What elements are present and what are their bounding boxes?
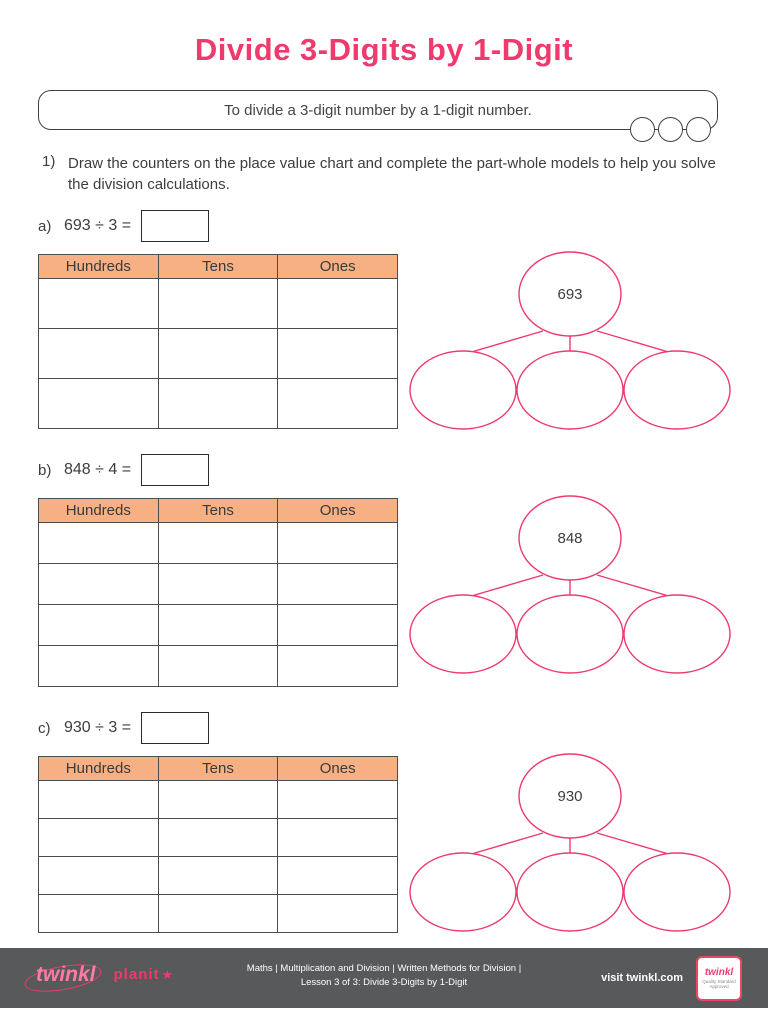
decoration-circle <box>630 117 655 142</box>
question-text: Draw the counters on the place value chart and complete the part-whole models to help you solve the division calculations. <box>68 155 716 193</box>
part-whole-model <box>400 492 735 677</box>
table-cell[interactable] <box>158 279 278 329</box>
table-cell[interactable] <box>39 564 159 605</box>
table-cell[interactable] <box>39 279 159 329</box>
problem-letter: a) <box>38 217 52 235</box>
table-cell[interactable] <box>278 895 398 933</box>
connector-line <box>597 331 672 353</box>
twinkl-logo-text: twinkl <box>36 963 96 986</box>
col-header-tens: Tens <box>158 255 278 279</box>
place-value-table <box>38 254 398 429</box>
problem-c <box>38 706 738 933</box>
part-circle[interactable] <box>517 595 623 673</box>
connector-line <box>468 833 543 855</box>
table-cell[interactable] <box>278 857 398 895</box>
whole-number: 693 <box>557 286 583 303</box>
connector-line <box>468 331 543 353</box>
twinkl-planit-logo <box>30 963 173 987</box>
table-cell[interactable] <box>39 379 159 429</box>
table-cell[interactable] <box>158 646 278 687</box>
problem-letter: c) <box>38 719 51 737</box>
table-cell[interactable] <box>158 857 278 895</box>
decoration-circles <box>630 117 711 142</box>
page-title: Divide 3-Digits by 1-Digit <box>194 32 574 67</box>
col-header-tens: Tens <box>158 499 278 523</box>
division-expression: 848 ÷ 4 = <box>64 461 132 478</box>
table-cell[interactable] <box>158 564 278 605</box>
part-circle[interactable] <box>624 351 730 429</box>
part-circle[interactable] <box>410 351 516 429</box>
footer-bar <box>0 948 768 1008</box>
planit-logo-text: planit <box>113 966 160 983</box>
table-cell[interactable] <box>158 819 278 857</box>
problem-letter: b) <box>38 461 52 479</box>
table-cell[interactable] <box>278 781 398 819</box>
connector-line <box>597 575 672 597</box>
table-cell[interactable] <box>278 279 398 329</box>
part-circle[interactable] <box>410 853 516 931</box>
star-icon: ★ <box>161 967 174 982</box>
part-circle[interactable] <box>624 853 730 931</box>
badge-title: twinkl <box>704 967 734 978</box>
table-cell[interactable] <box>158 605 278 646</box>
problem-a <box>38 204 738 429</box>
decoration-circle <box>658 117 683 142</box>
table-cell[interactable] <box>278 564 398 605</box>
table-cell[interactable] <box>39 781 159 819</box>
objective-text: To divide a 3-digit number by a 1-digit number. <box>224 101 532 119</box>
table-cell[interactable] <box>158 329 278 379</box>
decoration-circle <box>686 117 711 142</box>
table-cell[interactable] <box>278 605 398 646</box>
whole-number: 848 <box>557 530 583 547</box>
problem-a-header <box>38 204 738 248</box>
footer-line-2: Lesson 3 of 3: Divide 3-Digits by 1-Digit <box>300 977 468 988</box>
division-expression: 930 ÷ 3 = <box>64 719 132 736</box>
col-header-hundreds: Hundreds <box>39 757 159 781</box>
problem-b-header <box>38 448 738 492</box>
table-cell[interactable] <box>158 379 278 429</box>
table-cell[interactable] <box>158 895 278 933</box>
answer-box[interactable] <box>141 454 209 486</box>
col-header-ones: Ones <box>278 757 398 781</box>
whole-number: 930 <box>557 788 583 805</box>
table-cell[interactable] <box>39 857 159 895</box>
table-cell[interactable] <box>158 781 278 819</box>
answer-box[interactable] <box>141 712 209 744</box>
division-expression: 693 ÷ 3 = <box>64 217 132 234</box>
part-circle[interactable] <box>624 595 730 673</box>
col-header-hundreds: Hundreds <box>39 255 159 279</box>
footer-line-1: Maths | Multiplication and Division | Written Methods for Division | <box>246 963 522 974</box>
table-cell[interactable] <box>158 523 278 564</box>
answer-box[interactable] <box>141 210 209 242</box>
question-1 <box>42 153 728 195</box>
col-header-hundreds: Hundreds <box>39 499 159 523</box>
problem-b <box>38 448 738 687</box>
place-value-table <box>38 498 398 687</box>
part-circle[interactable] <box>410 595 516 673</box>
table-cell[interactable] <box>39 819 159 857</box>
col-header-ones: Ones <box>278 499 398 523</box>
part-circle[interactable] <box>517 351 623 429</box>
part-whole-model <box>400 248 735 433</box>
table-cell[interactable] <box>278 329 398 379</box>
col-header-tens: Tens <box>158 757 278 781</box>
place-value-table <box>38 756 398 933</box>
table-cell[interactable] <box>39 523 159 564</box>
table-cell[interactable] <box>39 605 159 646</box>
col-header-ones: Ones <box>278 255 398 279</box>
table-cell[interactable] <box>278 379 398 429</box>
problem-c-header <box>38 706 738 750</box>
table-cell[interactable] <box>278 819 398 857</box>
table-cell[interactable] <box>39 646 159 687</box>
table-cell[interactable] <box>278 646 398 687</box>
part-whole-model <box>400 750 735 935</box>
connector-line <box>597 833 672 855</box>
part-circle[interactable] <box>517 853 623 931</box>
footer-breadcrumb <box>224 962 544 990</box>
badge-subtitle: Quality Standard Approved <box>702 979 736 989</box>
table-cell[interactable] <box>39 895 159 933</box>
question-number: 1) <box>42 153 56 170</box>
visit-twinkl-link: visit twinkl.com <box>601 972 683 984</box>
connector-line <box>468 575 543 597</box>
objective-box <box>38 90 718 130</box>
table-cell[interactable] <box>278 523 398 564</box>
twinkl-quality-badge <box>696 956 742 1001</box>
table-cell[interactable] <box>39 329 159 379</box>
